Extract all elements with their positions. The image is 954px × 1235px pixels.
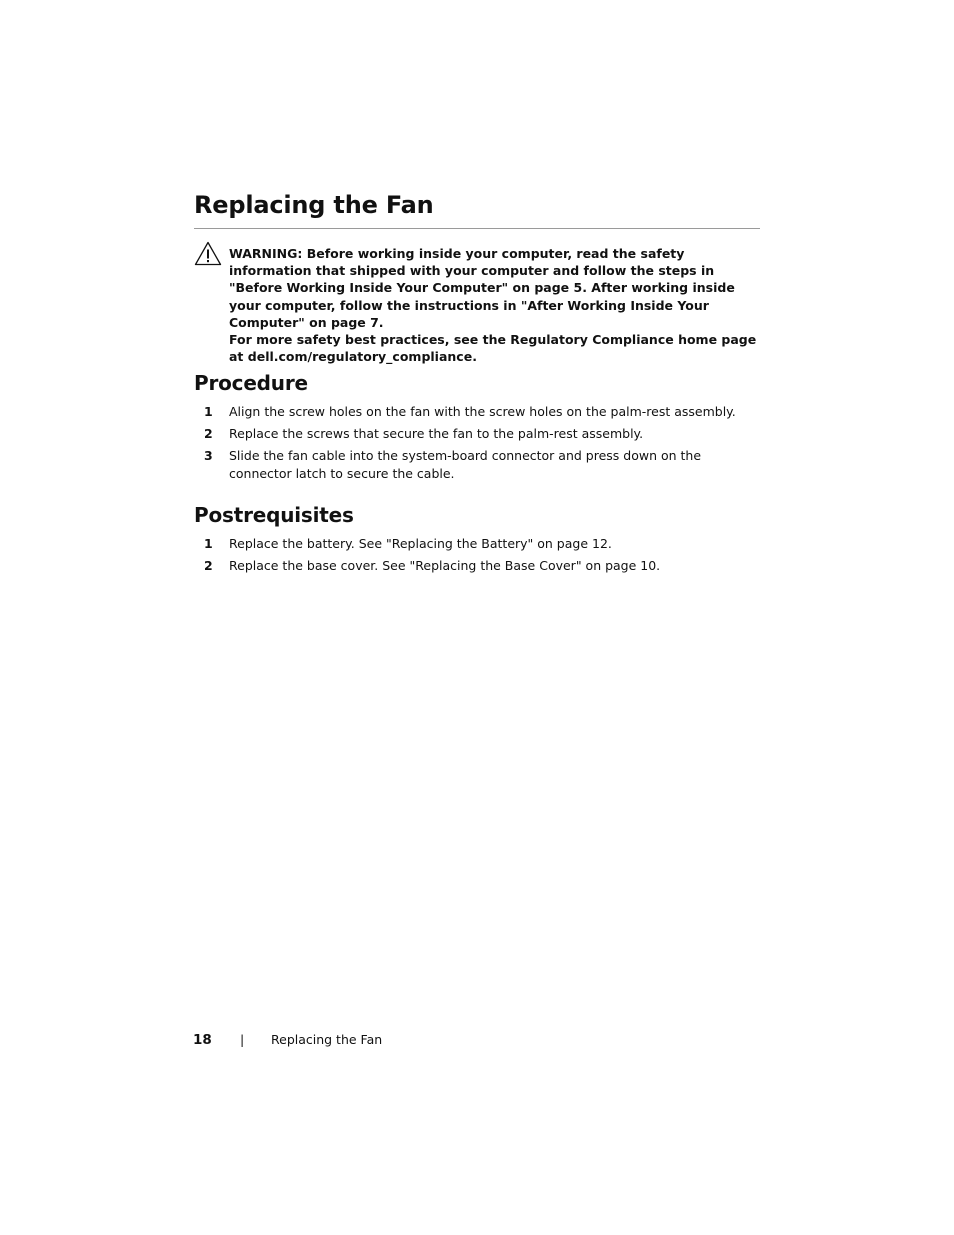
page-footer xyxy=(193,1031,383,1049)
step-text: Replace the screws that secure the fan to the palm-rest assembly. xyxy=(229,426,644,441)
postrequisite-steps xyxy=(194,535,760,579)
step-number: 2 xyxy=(204,558,213,573)
postrequisite-step xyxy=(194,535,760,553)
warning-text: WARNING: Before working inside your computer, read the safety information that shipped with your computer and follow the steps in "Before Working Inside Your Computer" on page 5. After working inside your computer, follow the instructions in "After Working Inside Your Computer" on page 7. xyxy=(229,246,735,330)
step-text: Replace the base cover. See "Replacing the Base Cover" on page 10. xyxy=(229,558,661,573)
warning-safety-text: For more safety best practices, see the Regulatory Compliance home page at dell.com/regulatory_compliance. xyxy=(229,332,757,365)
procedure-step xyxy=(194,447,760,483)
footer-separator: | xyxy=(240,1032,245,1047)
footer-page-number: 18 xyxy=(193,1032,212,1048)
section-heading-procedure: Procedure xyxy=(194,371,308,395)
postrequisite-step xyxy=(194,557,760,575)
step-text: Replace the battery. See "Replacing the Battery" on page 12. xyxy=(229,536,612,551)
step-number: 2 xyxy=(204,426,213,441)
step-text: Slide the fan cable into the system-board connector and press down on the connector latch to secure the cable. xyxy=(229,448,702,481)
footer-chapter-title: Replacing the Fan xyxy=(271,1032,383,1047)
step-number: 1 xyxy=(204,404,213,419)
page-title: Replacing the Fan xyxy=(194,191,434,219)
step-number: 3 xyxy=(204,448,213,463)
procedure-steps xyxy=(194,403,760,487)
warning-notice xyxy=(229,245,760,365)
title-divider xyxy=(194,228,760,229)
step-text: Align the screw holes on the fan with the screw holes on the palm-rest assembly. xyxy=(229,404,736,419)
procedure-step xyxy=(194,425,760,443)
section-heading-postrequisites: Postrequisites xyxy=(194,503,354,527)
warning-triangle-icon xyxy=(194,241,222,266)
step-number: 1 xyxy=(204,536,213,551)
procedure-step xyxy=(194,403,760,421)
